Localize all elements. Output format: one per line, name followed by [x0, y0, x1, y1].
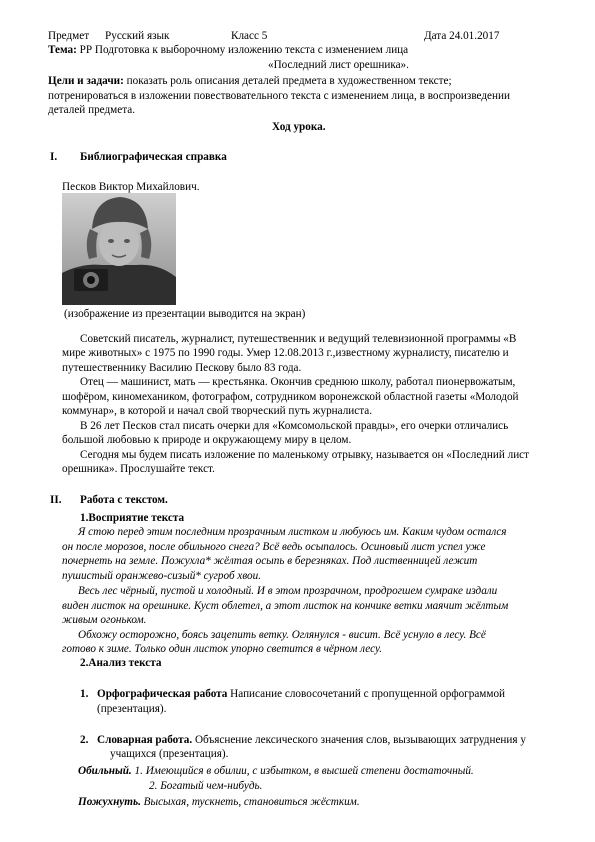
text-p3-line-1: Обхожу осторожно, боясь зацепить ветку. Оглянулся - висит. Всё уснуло в лесу. Всё [78, 629, 486, 641]
item-2-title: Словарная работа. [97, 734, 193, 746]
class-label: Класс 5 [231, 30, 268, 42]
author-photo-image [62, 193, 176, 305]
vocab-word-1-def-2: 2. Богатый чем-нибудь. [149, 780, 263, 792]
bio-p2-line-1: Отец — машинист, мать — крестьянка. Окончив среднюю школу, работал пионервожатым, [80, 376, 516, 388]
item-2-line-1 [97, 734, 526, 748]
topic-text: РР Подготовка к выборочному изложению текста с изменением лица [79, 44, 409, 56]
section-1-number: I. [50, 151, 58, 163]
item-2-line-2: учащихся (презентация). [110, 748, 229, 760]
bio-p3-line-1: В 26 лет Песков стал писать очерки для «Комсомольской правды», его очерки отличались [80, 420, 509, 432]
text-p2-line-3: живым огоньком. [62, 614, 147, 626]
topic-text-2: «Последний лист орешника». [268, 59, 409, 71]
subject-value: Русский язык [105, 30, 170, 42]
photo-caption: (изображение из презентации выводится на экран) [64, 308, 306, 320]
bio-p1-line-3: путешественнику Василию Пескову было 83 года. [62, 362, 302, 374]
text-p2-line-2: виден листок на орешнике. Куст облетел, а этот листок на кончике ветки маячит жёлтым [62, 600, 509, 612]
section-2-number: II. [50, 494, 62, 506]
topic-line [48, 44, 408, 58]
vocab-word-2: Пожухнуть. [78, 796, 141, 808]
goals-line-1 [48, 75, 452, 89]
text-p2-line-1: Весь лес чёрный, пустой и холодный. И в этом прозрачном, продрогшем сумраке издали [78, 585, 498, 597]
subject-label: Предмет [48, 30, 90, 42]
section-1-title: Библиографическая справка [80, 151, 227, 163]
goals-text-1: показать роль описания деталей предмета в художественном тексте; [126, 75, 452, 87]
item-1-title: Орфографическая работа [97, 688, 228, 700]
bio-p3-line-2: большой любовью к природе и окружающему миру в целом. [62, 434, 352, 446]
item-2-number: 2. [80, 734, 89, 746]
subsection-perception: 1.Восприятие текста [80, 512, 185, 524]
item-1-text: Написание словосочетаний с пропущенной орфограммой [227, 688, 506, 700]
author-name: Песков Виктор Михайлович. [62, 181, 200, 193]
item-1-line-1 [97, 688, 505, 702]
subsection-analysis: 2.Анализ текста [80, 657, 162, 669]
item-2-text: Объяснение лексического значения слов, вызывающих затруднения у [192, 734, 526, 746]
vocab-word-2-def: Высыхая, тускнеть, становиться жёстким. [140, 796, 360, 808]
section-2-title: Работа с текстом. [80, 494, 168, 506]
author-photo [62, 193, 176, 305]
lesson-title: Ход урока. [272, 121, 326, 133]
bio-p4-line-1: Сегодня мы будем писать изложение по маленькому отрывку, называется он «Последний лист [80, 449, 530, 461]
item-1-line-2: (презентация). [97, 703, 167, 715]
vocab-word-1-def-1: 1. Имеющийся в обилии, с избытком, в высшей степени достаточный. [131, 765, 474, 777]
date-label: Дата 24.01.2017 [424, 30, 500, 42]
text-p1-line-3: почернеть на земле. Пожухла* жёлтая осыпь в березняках. Под лиственницей лежит [62, 555, 478, 567]
text-p1-line-2: он после морозов, после обильного снега? Всё ведь осыпалось. Осиновый лист успел уже [62, 541, 486, 553]
vocab-word-1-line [78, 765, 474, 779]
text-p3-line-2: готово к зиме. Только один листок упорно светится в чёрном лесу. [62, 643, 383, 655]
topic-label: Тема: [48, 44, 77, 56]
bio-p2-line-3: коммунар», в которой и начал свой творческий путь журналиста. [62, 405, 373, 417]
bio-p1-line-1: Советский писатель, журналист, путешественник и ведущий телевизионной программы «В [80, 333, 517, 345]
bio-p1-line-2: мире животных» с 1975 по 1990 годы. Умер 12.08.2013 г.,известному журналисту, писателю и [62, 347, 509, 359]
text-p1-line-1: Я стою перед этим последним прозрачным листком и любуюсь им. Каким чудом остался [78, 526, 507, 538]
goals-label: Цели и задачи: [48, 75, 124, 87]
vocab-word-2-line [78, 796, 360, 810]
goals-line-2: потренироваться в изложении повествовательного текста с изменением лица, в воспроизведении [48, 90, 510, 102]
goals-line-3: деталей предмета. [48, 104, 136, 116]
bio-p4-line-2: орешника». Прослушайте текст. [62, 463, 215, 475]
item-1-number: 1. [80, 688, 89, 700]
vocab-word-1: Обильный. [78, 765, 132, 777]
text-p1-line-4: пушистый оранжево-сизый* сугроб хвои. [62, 570, 262, 582]
bio-p2-line-2: шофёром, киномехаником, фотографом, сотрудником воронежской областной газеты «Молодой [62, 391, 519, 403]
